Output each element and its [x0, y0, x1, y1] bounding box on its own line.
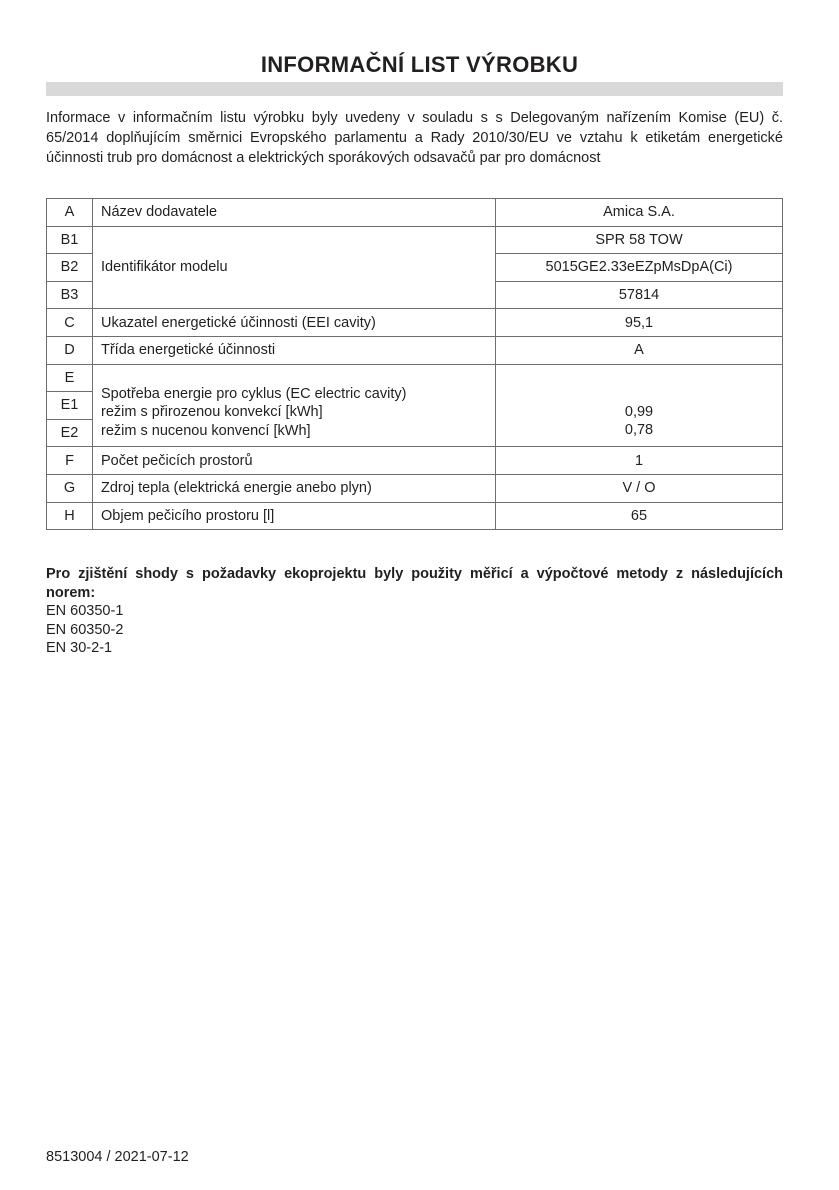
norm-item: EN 60350-1: [46, 603, 124, 619]
row-key: B1: [47, 226, 93, 254]
table-row: [47, 226, 783, 254]
row-value: SPR 58 TOW: [496, 226, 783, 254]
table-row: [47, 502, 783, 530]
row-key: F: [47, 447, 93, 475]
row-label: režim s nucenou konvencí [kWh]: [101, 422, 311, 439]
row-label: Název dodavatele: [93, 199, 496, 227]
row-key: D: [47, 336, 93, 364]
row-value: 0,78: [624, 422, 654, 439]
table-row: [47, 364, 783, 392]
methods-heading: Pro zjištění shody s požadavky ekoprojektu byly použity měřicí a výpočtové metody z následujících norem:: [46, 566, 783, 601]
row-value: 95,1: [496, 309, 783, 337]
row-value: Amica S.A.: [496, 199, 783, 227]
table-row: [47, 336, 783, 364]
row-value: 65: [496, 502, 783, 530]
row-key: A: [47, 199, 93, 227]
energy-consumption-label: [93, 364, 496, 447]
norm-item: EN 30-2-1: [46, 640, 113, 656]
table-row: [47, 447, 783, 475]
row-key: B2: [47, 254, 93, 282]
row-key: E1: [47, 392, 93, 420]
energy-consumption-values: [496, 364, 783, 447]
intro-paragraph: Informace v informačním listu výrobku byly uvedeny v souladu s s Delegovaným nařízením Komise (EU) č. 65/2014 doplňujícím směrnici Evropského parlamentu a Rady 2010/30/EU ve vztahu k etiketám energetické účinnosti trub pro domácnost a elektrických sporákových odsavačů par pro domácnost: [46, 110, 783, 166]
row-label: Objem pečicího prostoru [l]: [93, 502, 496, 530]
row-key: H: [47, 502, 93, 530]
row-value: 1: [496, 447, 783, 475]
row-label: Třída energetické účinnosti: [93, 336, 496, 364]
table-row: [47, 199, 783, 227]
norm-item: EN 60350-2: [46, 621, 124, 638]
row-key: B3: [47, 281, 93, 309]
table-row: [47, 474, 783, 502]
row-label: Počet pečicích prostorů: [93, 447, 496, 475]
row-key: C: [47, 309, 93, 337]
title-divider: [46, 82, 783, 96]
row-value: 57814: [496, 281, 783, 309]
row-label: Zdroj tepla (elektrická energie anebo plyn): [93, 474, 496, 502]
document-code: 8513004 / 2021-07-12: [46, 1149, 189, 1165]
table-row: [47, 309, 783, 337]
row-key: E: [47, 364, 93, 392]
row-value: 5015GE2.33eEZpMsDpA(Ci): [496, 254, 783, 282]
row-value: 0,99: [624, 403, 654, 420]
row-label: Spotřeba energie pro cyklus (EC electric cavity): [101, 385, 407, 402]
page-title: INFORMAČNÍ LIST VÝROBKU: [260, 52, 579, 77]
product-info-table: [46, 198, 783, 530]
row-key: G: [47, 474, 93, 502]
row-key: E2: [47, 419, 93, 447]
row-label: Identifikátor modelu: [93, 226, 496, 309]
row-label: Ukazatel energetické účinnosti (EEI cavity): [93, 309, 496, 337]
row-value: V / O: [496, 474, 783, 502]
row-value: A: [496, 336, 783, 364]
row-label: režim s přirozenou konvekcí [kWh]: [101, 404, 323, 421]
measurement-methods: [46, 565, 783, 658]
